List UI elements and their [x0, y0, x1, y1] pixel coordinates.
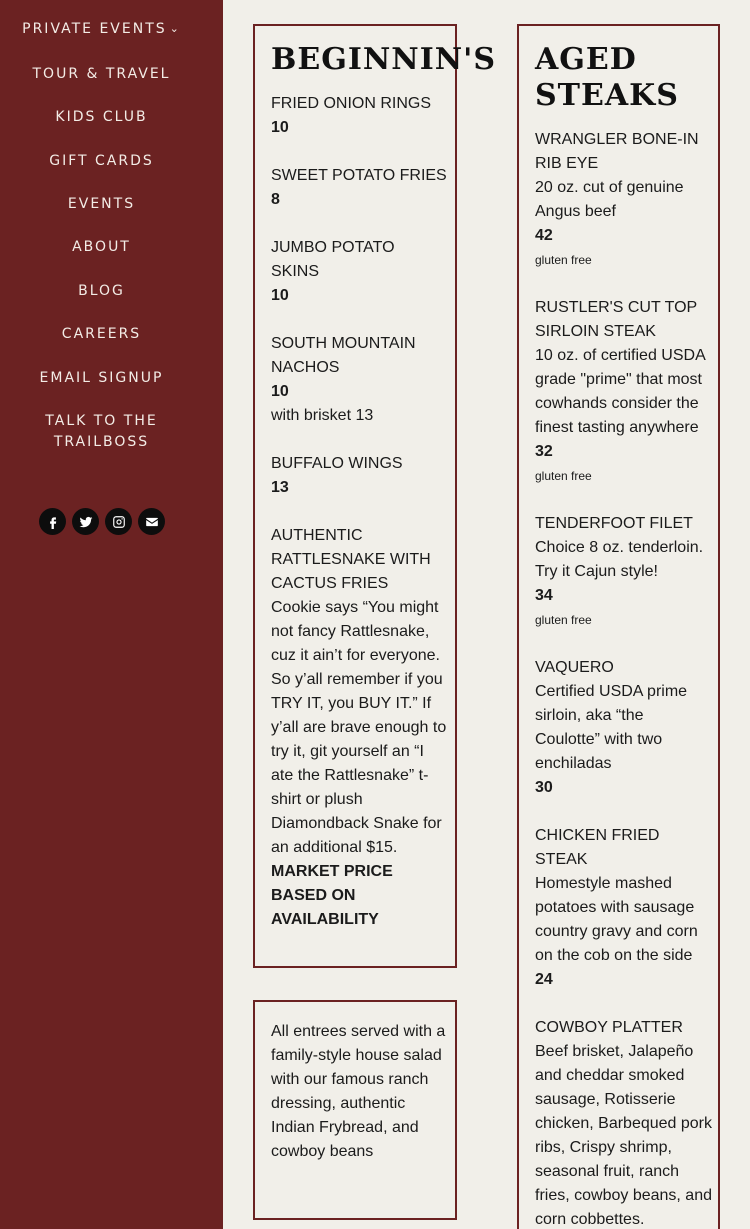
entrees-note-text: All entrees served with a family-style house salad with our famous ranch dressing, authentic Indian Frybread, and cowboy beans [271, 1023, 446, 1160]
menu-item [535, 656, 712, 800]
item-price: 8 [271, 191, 280, 208]
item-name: WRANGLER BONE-IN RIB EYE [535, 131, 699, 172]
item-price: 42 [535, 227, 553, 244]
section-title-beginnins: BEGINNIN'S [271, 42, 497, 77]
menu-item [535, 296, 712, 488]
item-description: 20 oz. cut of genuine Angus beef [535, 179, 684, 220]
gluten-free-tag: gluten free [535, 469, 592, 483]
gluten-free-tag: gluten free [535, 613, 592, 627]
item-description: Homestyle mashed potatoes with sausage country gravy and corn on the cob on the side [535, 875, 698, 964]
menu-item [271, 92, 447, 140]
menu-item [271, 332, 447, 428]
menu-item [271, 164, 447, 212]
item-name: CHICKEN FRIED STEAK [535, 827, 660, 868]
item-name: BUFFALO WINGS [271, 455, 403, 472]
menu-item [271, 524, 447, 932]
item-price: 13 [271, 479, 289, 496]
nav-item-label: PRIVATE EVENTS [22, 21, 167, 37]
nav-talk-to-trailboss[interactable]: TALK TO THE TRAILBOSS [45, 413, 158, 450]
gluten-free-tag: gluten free [535, 253, 592, 267]
chevron-down-icon: ⌄ [169, 22, 181, 35]
facebook-icon[interactable] [39, 508, 66, 535]
nav-blog[interactable]: BLOG [78, 283, 125, 299]
nav-private-events[interactable] [0, 18, 203, 40]
item-name: FRIED ONION RINGS [271, 95, 432, 112]
item-price: 30 [535, 779, 553, 796]
nav-email-signup[interactable]: EMAIL SIGNUP [39, 370, 164, 386]
item-price: 24 [535, 971, 553, 988]
sidebar-nav [0, 0, 223, 1229]
menu-item [535, 824, 712, 992]
section-title-aged-steaks: AGED STEAKS [535, 42, 679, 113]
social-links [39, 508, 165, 535]
item-price: 10 [271, 119, 289, 136]
item-price: 10 [271, 383, 289, 400]
instagram-icon[interactable] [105, 508, 132, 535]
item-description: Cookie says “You might not fancy Rattlesnake, cuz it ain’t for everyone. So y’all remember if you TRY IT, you BUY IT.” If y’all are brave enough to try it, git yourself an “I ate the Rattlesnake” t-shirt or plush Diamondback Snake for an additional $15. [271, 599, 447, 856]
entrees-note [253, 1000, 457, 1220]
menu-item [535, 1016, 712, 1229]
item-price: 10 [271, 287, 289, 304]
item-name: TENDERFOOT FILET [535, 515, 693, 532]
item-extra: with brisket 13 [271, 407, 374, 424]
item-description: Beef brisket, Jalapeño and cheddar smoked sausage, Rotisserie chicken, Barbequed pork ribs, Crispy shrimp, seasonal fruit, ranch fries, cowboy beans, and corn cobbettes. [535, 1043, 712, 1228]
item-name: COWBOY PLATTER [535, 1019, 683, 1036]
menu-item [271, 236, 447, 308]
nav-events[interactable]: EVENTS [67, 196, 136, 212]
item-name: RUSTLER'S CUT TOP SIRLOIN STEAK [535, 299, 697, 340]
nav-about[interactable]: ABOUT [72, 239, 131, 255]
envelope-icon[interactable] [138, 508, 165, 535]
nav-tour-travel[interactable]: TOUR & TRAVEL [32, 66, 171, 82]
item-description: 10 oz. of certified USDA grade "prime" that most cowhands consider the finest tasting anywhere [535, 347, 705, 436]
market-price: MARKET PRICE BASED ON AVAILABILITY [271, 863, 393, 928]
item-name: AUTHENTIC RATTLESNAKE WITH CACTUS FRIES [271, 527, 431, 592]
item-description: Choice 8 oz. tenderloin. Try it Cajun style! [535, 539, 704, 580]
beginnins-menu-section [253, 24, 497, 968]
item-name: SOUTH MOUNTAIN NACHOS [271, 335, 416, 376]
item-name: SWEET POTATO FRIES [271, 167, 447, 184]
aged-steaks-menu-section [517, 24, 720, 1229]
menu-item [535, 128, 712, 272]
menu-item [271, 452, 447, 500]
nav-gift-cards[interactable]: GIFT CARDS [49, 153, 154, 169]
item-name: JUMBO POTATO SKINS [271, 239, 395, 280]
nav-careers[interactable]: CAREERS [61, 326, 142, 342]
item-price: 34 [535, 587, 553, 604]
item-price: 32 [535, 443, 553, 460]
menu-item [535, 512, 712, 632]
twitter-icon[interactable] [72, 508, 99, 535]
item-description: Certified USDA prime sirloin, aka “the Coulotte” with two enchiladas [535, 683, 688, 772]
item-name: VAQUERO [535, 659, 614, 676]
nav-kids-club[interactable]: KIDS CLUB [55, 109, 148, 125]
